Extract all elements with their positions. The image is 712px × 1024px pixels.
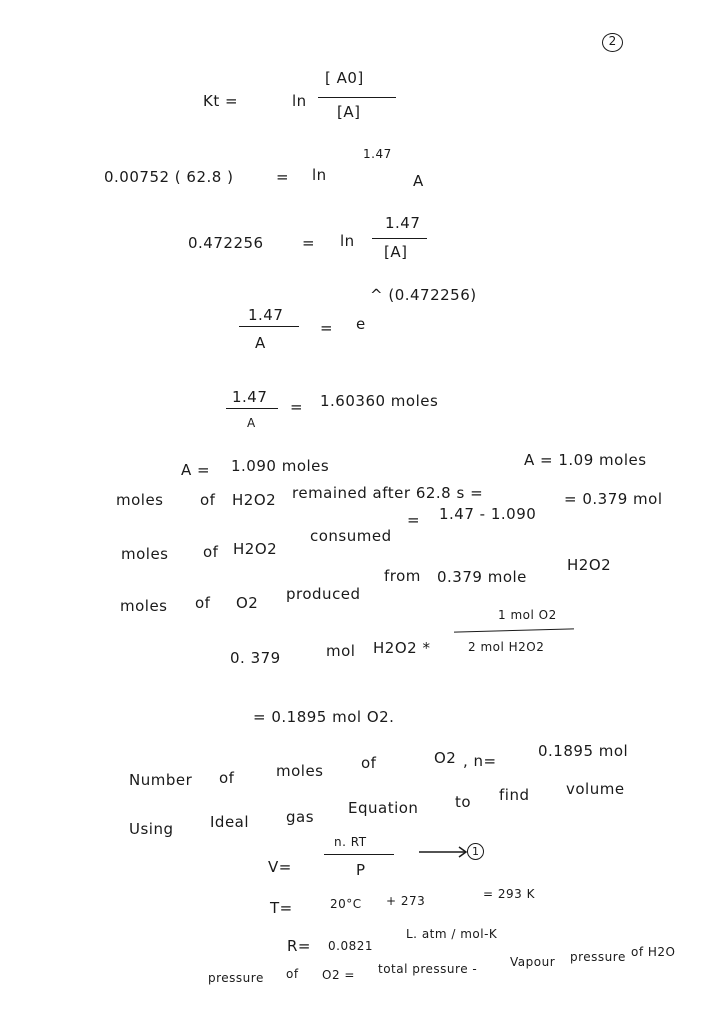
r-value: 0.0821 xyxy=(328,939,373,953)
produced-word: produced xyxy=(286,585,361,603)
of-word-9: of xyxy=(195,594,211,612)
remained-text: remained after 62.8 s = xyxy=(292,484,484,502)
a-value: 1.090 moles xyxy=(231,457,330,475)
equation-word: Equation xyxy=(348,799,419,817)
pressure-word-2: pressure xyxy=(570,950,626,964)
fraction-5-numerator: 1.47 xyxy=(232,388,268,406)
mole-amount: 0.379 mole xyxy=(437,568,527,586)
using-word: Using xyxy=(129,820,174,838)
fraction-3-numerator: 1.47 xyxy=(385,214,421,232)
ln-1: ln xyxy=(292,92,307,110)
fraction-2-numerator: 1.47 xyxy=(363,147,392,161)
mole-ratio-denominator: 2 mol H2O2 xyxy=(468,640,545,654)
of-word-12: of xyxy=(219,769,235,787)
o2-pressure: O2 = xyxy=(322,968,355,982)
volume-word: volume xyxy=(566,780,625,798)
rate-times-time: 0.00752 ( 62.8 ) xyxy=(104,168,234,186)
value-0-472256: 0.472256 xyxy=(188,234,264,252)
gas-word: gas xyxy=(286,808,315,826)
mol-word-10: mol xyxy=(326,642,356,660)
pressure-word: pressure xyxy=(208,971,264,985)
t-equals: T= xyxy=(270,899,293,917)
of-h2o: of H2O xyxy=(631,945,676,959)
equation-ref-badge: 1 xyxy=(467,843,484,860)
v-equals: V= xyxy=(268,858,292,876)
to-word: to xyxy=(455,793,472,811)
n-value: 0.1895 mol xyxy=(538,742,629,760)
fraction-2-denominator: A xyxy=(413,172,424,190)
fraction-4-numerator: 1.47 xyxy=(248,306,284,324)
a-equals: A = xyxy=(181,461,211,479)
h2o2-9: H2O2 xyxy=(567,556,612,574)
fraction-1-denominator: [A] xyxy=(337,103,361,121)
number-word: Number xyxy=(129,771,193,789)
of-word-7: of xyxy=(200,491,216,509)
equals-2: = xyxy=(276,168,290,186)
ideal-gas-denominator: P xyxy=(356,861,366,879)
ln-2: ln xyxy=(312,166,327,184)
n-equals: , n= xyxy=(463,752,497,770)
equals-3: = xyxy=(302,234,316,252)
page-number-badge: 2 xyxy=(602,33,623,52)
moles-word-12: moles xyxy=(276,762,324,780)
o2-result: = 0.1895 mol O2. xyxy=(253,708,395,726)
mole-ratio-numerator: 1 mol O2 xyxy=(498,608,557,622)
ln-3: ln xyxy=(340,232,355,250)
from-word: from xyxy=(384,567,421,585)
h2o2-10: H2O2 * xyxy=(373,639,431,657)
subtraction: 1.47 - 1.090 xyxy=(439,505,537,523)
exponent: ^ (0.472256) xyxy=(370,286,477,304)
equals-4: = xyxy=(320,319,334,337)
o2-9: O2 xyxy=(236,594,259,612)
temp-celsius: 20°C xyxy=(330,897,362,911)
equals-5: = xyxy=(290,398,304,416)
fraction-4-denominator: A xyxy=(255,334,266,352)
of-word-17: of xyxy=(286,967,299,981)
moles-word-7: moles xyxy=(116,491,164,509)
consumed-result: = 0.379 mol xyxy=(564,490,663,508)
fraction-5-denominator: A xyxy=(247,416,256,430)
moles-word-8: moles xyxy=(121,545,169,563)
amount-379: 0. 379 xyxy=(230,649,281,667)
a-rounded: A = 1.09 moles xyxy=(524,451,647,469)
ideal-word: Ideal xyxy=(210,813,250,831)
o2-12: O2 xyxy=(434,749,457,767)
find-word: find xyxy=(499,786,530,804)
consumed-word: consumed xyxy=(310,527,392,545)
kt-label: Kt = xyxy=(203,92,239,110)
plus-273: + 273 xyxy=(386,894,426,908)
fraction-3-denominator: [A] xyxy=(384,243,408,261)
euler-e: e xyxy=(356,315,366,333)
vapour-word: Vapour xyxy=(510,955,556,969)
of-word-8: of xyxy=(203,543,219,561)
h2o2-7: H2O2 xyxy=(232,491,277,509)
ideal-gas-numerator: n. RT xyxy=(334,835,367,849)
r-units: L. atm / mol-K xyxy=(406,927,498,941)
ratio-result: 1.60360 moles xyxy=(320,392,439,410)
h2o2-8: H2O2 xyxy=(233,540,278,558)
moles-word-9: moles xyxy=(120,597,168,615)
equals-8: = xyxy=(407,511,421,529)
total-pressure: total pressure - xyxy=(378,962,478,976)
temp-kelvin: = 293 K xyxy=(483,887,535,901)
fraction-1-numerator: [ A0] xyxy=(325,69,364,87)
r-equals: R= xyxy=(287,937,311,955)
of-word-12b: of xyxy=(361,754,377,772)
